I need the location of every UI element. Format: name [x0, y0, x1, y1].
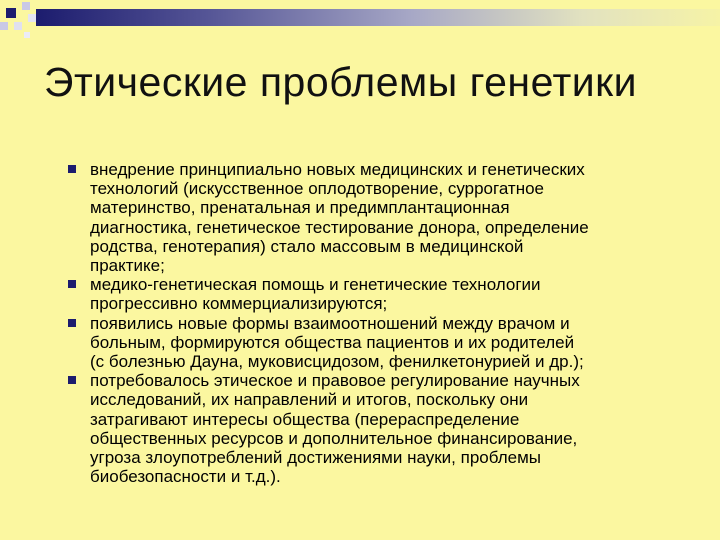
- square-bullet-icon: [68, 319, 76, 327]
- bullet-item: [66, 371, 686, 486]
- bullet-line: внедрение принципиально новых медицинских и генетических: [90, 160, 585, 179]
- bullet-line: технологий (искусственное оплодотворение, суррогатное: [90, 179, 545, 199]
- square-bullet-icon: [68, 280, 76, 288]
- bullet-line: практике;: [90, 256, 165, 276]
- square-bullet-icon: [68, 376, 76, 384]
- bullet-line: родства, генотерапия) стало массовым в медицинской: [90, 236, 524, 256]
- bullet-line: угроза злоупотреблений достижениями науки, проблемы: [90, 448, 541, 468]
- corner-square-light: [0, 22, 8, 30]
- corner-square-dark: [6, 8, 16, 18]
- bullet-item: [66, 275, 686, 313]
- corner-square-light: [14, 22, 22, 30]
- corner-square-light: [22, 2, 30, 10]
- bullet-item: [66, 314, 686, 372]
- bullet-line: появились новые формы взаимоотношений между врачом и: [90, 313, 570, 333]
- bullet-line: материнство, пренатальная и предимплантационная: [90, 198, 510, 218]
- corner-square-light: [24, 32, 30, 38]
- bullet-line: затрагивают интересы общества (перераспределение: [90, 409, 520, 429]
- bullet-line: потребовалось этическое и правовое регулирование научных: [90, 371, 580, 391]
- corner-square-light: [28, 14, 36, 22]
- slide-title: Этические проблемы генетики: [44, 59, 638, 105]
- bullet-line: диагностика, генетическое тестирование донора, определение: [90, 217, 589, 237]
- bullet-list: [66, 160, 686, 486]
- bullet-line: исследований, их направлений и итогов, поскольку они: [90, 390, 529, 410]
- bullet-line: медико-генетическая помощь и генетические технологии: [90, 275, 541, 295]
- header-gradient-band: [36, 9, 720, 26]
- bullet-line: (с болезнью Дауна, муковисцидозом, фенилкетонурией и др.);: [90, 352, 584, 372]
- bullet-line: биобезопасности и т.д.).: [90, 467, 281, 487]
- bullet-line: общественных ресурсов и дополнительное финансирование,: [90, 428, 578, 448]
- square-bullet-icon: [68, 165, 76, 173]
- bullet-item: [66, 160, 686, 275]
- bullet-line: прогрессивно коммерциализируются;: [90, 294, 388, 314]
- bullet-line: больным, формируются общества пациентов и их родителей: [90, 332, 575, 352]
